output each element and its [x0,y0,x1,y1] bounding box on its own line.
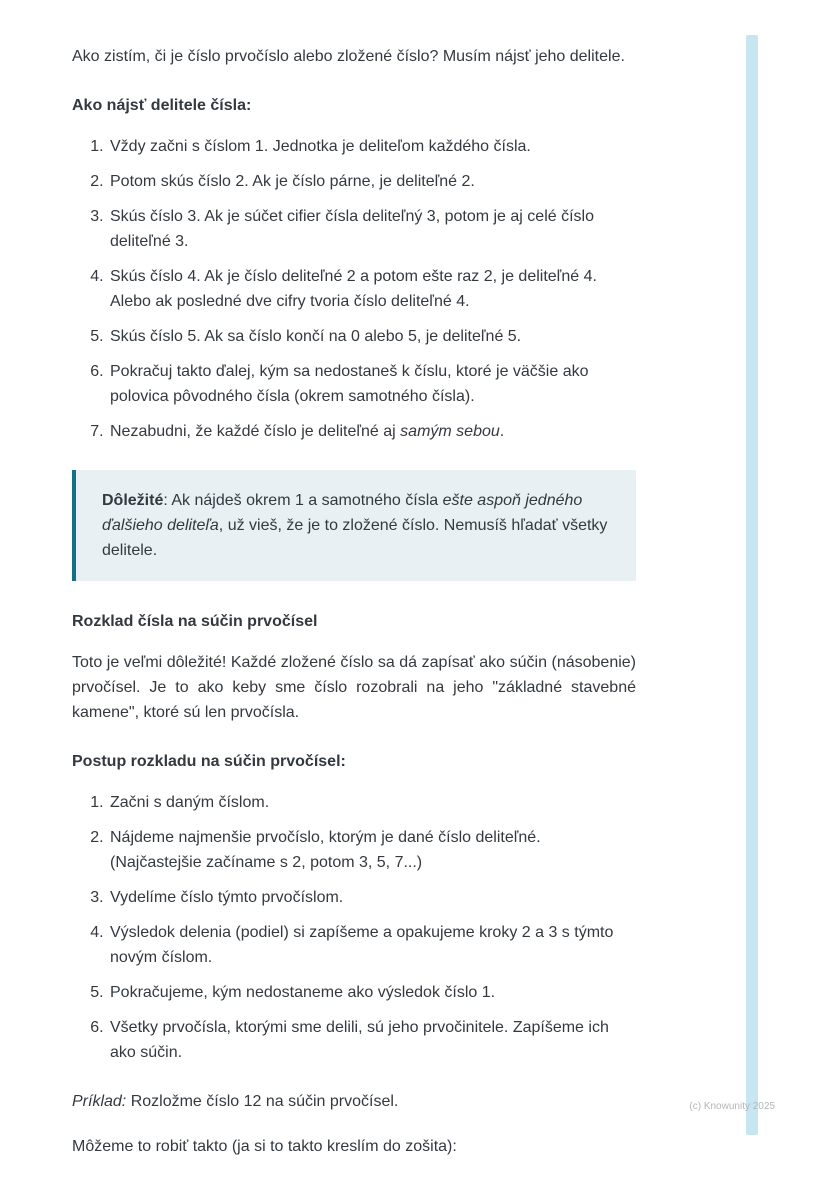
closing-paragraph: Môžeme to robiť takto (ja si to takto kreslím do zošita): [72,1138,457,1155]
document-content [72,44,636,1179]
decomposition-paragraph: Toto je veľmi dôležité! Každé zložené číslo sa dá zapísať ako súčin (násobenie) prvočísel. Je to ako keby sme číslo rozobrali na jeho "základné stavebné kamene", ktoré sú len prvočísla. [72,654,636,721]
step-text: Vydelíme číslo týmto prvočíslom. [110,889,344,906]
list-item [108,419,636,444]
list-item [108,790,636,815]
list-item [108,980,636,1005]
step-text: Skús číslo 3. Ak je súčet cifier čísla deliteľný 3, potom je aj celé číslo deliteľné 3. [110,208,594,250]
callout-text [102,488,610,563]
step-text: Skús číslo 4. Ak je číslo deliteľné 2 a potom ešte raz 2, je deliteľné 4. Alebo ak posledné dve cifry tvoria číslo deliteľné 4. [110,268,597,310]
example-label: Príklad: [72,1093,127,1110]
list-item [108,324,636,349]
heading-procedure: Postup rozkladu na súčin prvočísel: [72,753,346,770]
callout-text-part: , už vieš, že je to zložené číslo. Nemusíš hľadať všetky delitele. [102,517,608,559]
step-text: Vždy začni s číslom 1. Jednotka je deliteľom každého čísla. [110,138,531,155]
important-callout [72,470,636,581]
list-item [108,204,636,254]
example-text: Rozložme číslo 12 na súčin prvočísel. [126,1093,399,1110]
step-text: Nezabudni, že každé číslo je deliteľné aj [110,423,401,440]
procedure-list [72,790,636,1065]
step-text: Potom skús číslo 2. Ak je číslo párne, je deliteľné 2. [110,173,475,190]
step-text: Začni s daným číslom. [110,794,270,811]
step-text: Výsledok delenia (podiel) si zapíšeme a opakujeme kroky 2 a 3 s týmto novým číslom. [110,924,614,966]
callout-italic-text: ešte aspoň jedného ďalšieho deliteľa [102,492,583,534]
step-text: Všetky prvočísla, ktorými sme delili, sú jeho prvočinitele. Zapíšeme ich ako súčin. [110,1019,609,1061]
intro-paragraph: Ako zistím, či je číslo prvočíslo alebo zložené číslo? Musím nájsť jeho delitele. [72,48,625,65]
list-item [108,920,636,970]
callout-label: Dôležité [102,492,164,509]
step-text: Pokračuj takto ďalej, kým sa nedostaneš k číslu, ktoré je väčšie ako polovica pôvodného čísla (okrem samotného čísla). [110,363,589,405]
step-text: Nájdeme najmenšie prvočíslo, ktorým je dané číslo deliteľné. (Najčastejšie začíname s 2, potom 3, 5, 7...) [110,829,541,871]
heading-decomposition: Rozklad čísla na súčin prvočísel [72,613,318,630]
list-item [108,885,636,910]
list-item [108,359,636,409]
scrollbar-thumb[interactable] [746,35,758,1135]
step-text-italic: samým sebou [400,423,500,440]
list-item [108,134,636,159]
step-text: Pokračujeme, kým nedostaneme ako výsledok číslo 1. [110,984,496,1001]
step-text: Skús číslo 5. Ak sa číslo končí na 0 alebo 5, je deliteľné 5. [110,328,522,345]
example-line [72,1089,636,1114]
step-text: . [499,423,505,440]
list-item [108,169,636,194]
list-item [108,264,636,314]
heading-find-divisors: Ako nájsť delitele čísla: [72,97,252,114]
copyright-watermark: (c) Knowunity 2025 [689,1101,775,1112]
find-divisors-list [72,134,636,444]
callout-text-part: : Ak nájdeš okrem 1 a samotného čísla [163,492,443,509]
list-item [108,825,636,875]
list-item [108,1015,636,1065]
